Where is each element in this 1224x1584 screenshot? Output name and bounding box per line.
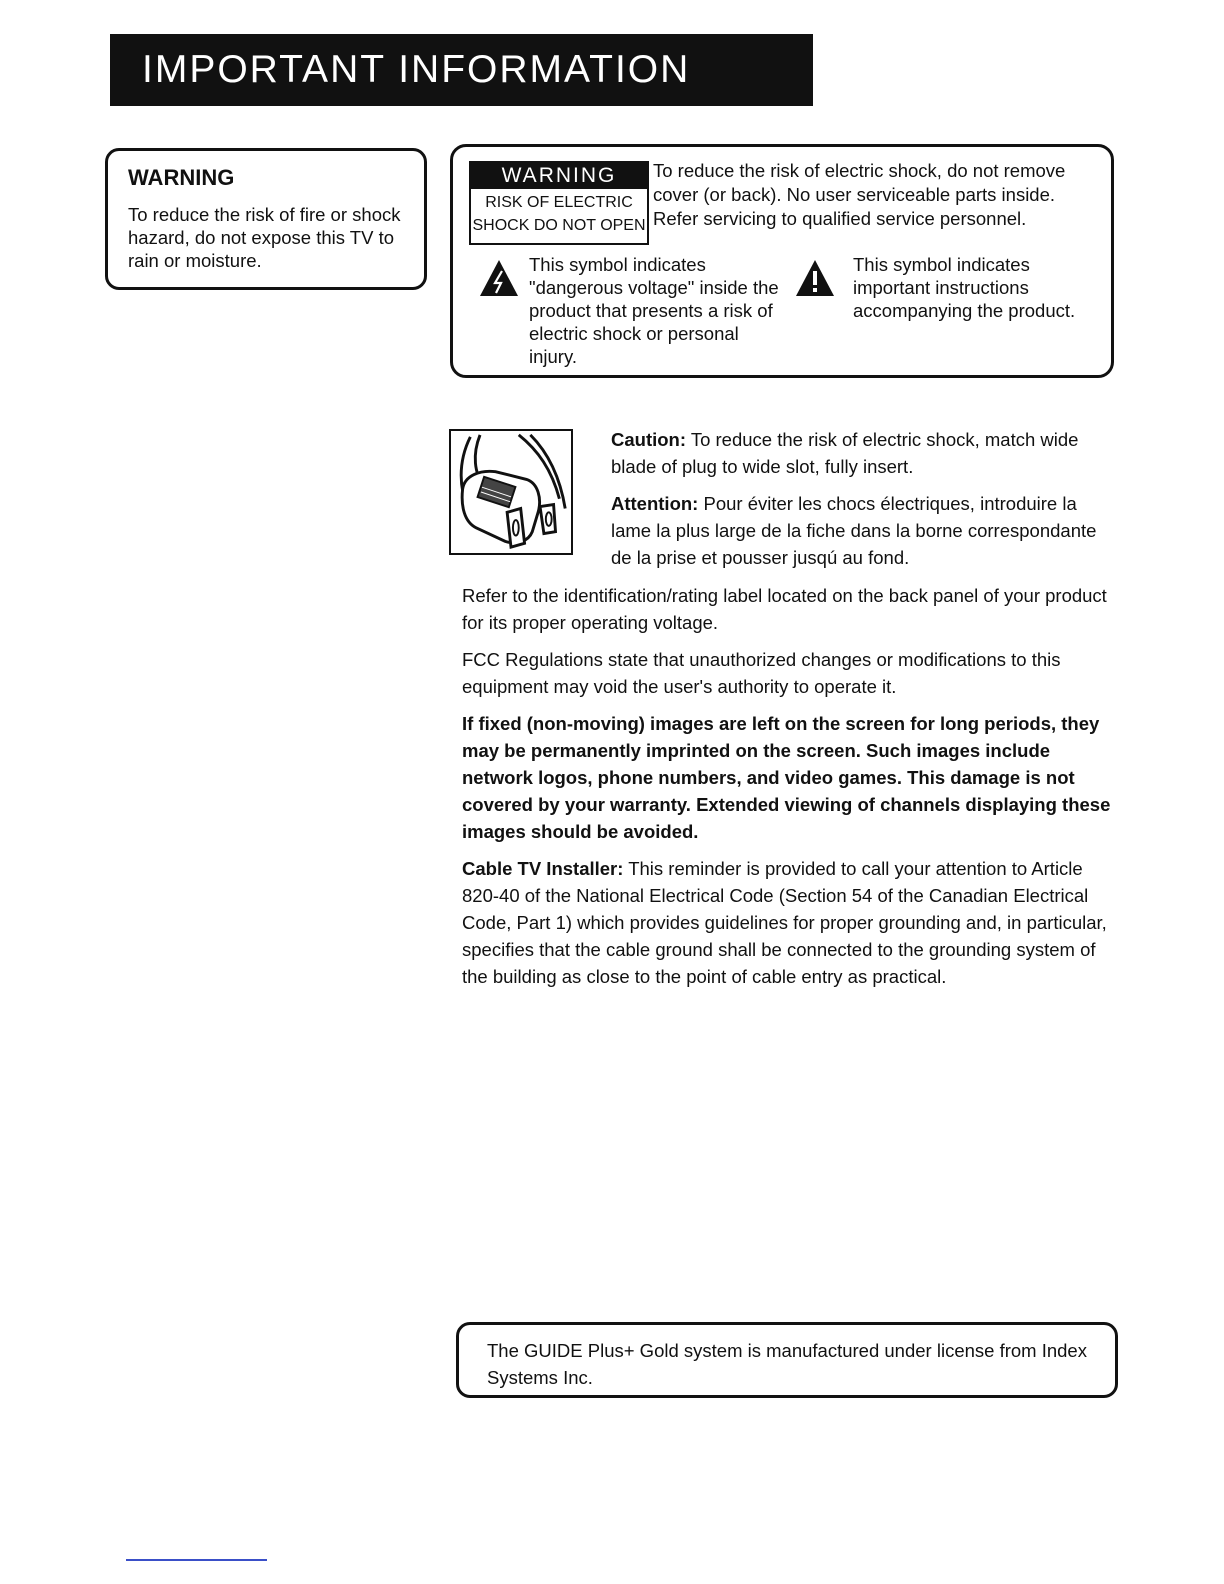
attention-text: Pour éviter les chocs électriques, introduire la lame la plus large de la fiche dans la borne correspondante de la prise et pousser jusqú au fond. [611,493,1097,568]
cable-installer-label: Cable TV Installer: [462,858,624,879]
license-box [456,1322,1118,1398]
caution-paragraph [611,426,1121,480]
fire-warning-title: WARNING [128,165,235,190]
bottom-divider [126,1559,267,1561]
attention-paragraph [611,490,1121,571]
shock-warning-text: To reduce the risk of electric shock, do not remove cover (or back). No user serviceable parts inside. Refer servicing to qualified service personnel. [653,160,1066,229]
voltage-symbol-text: This symbol indicates "dangerous voltage" inside the product that presents a risk of electric shock or personal injury. [529,254,779,367]
caution-block [611,426,1121,581]
warning-label-line1: RISK OF ELECTRIC [485,194,633,211]
license-text: The GUIDE Plus+ Gold system is manufactured under license from Index Systems Inc. [487,1340,1087,1388]
fire-warning-box [105,148,427,290]
cable-installer-text: This reminder is provided to call your attention to Article 820-40 of the National Electrical Code (Section 54 of the Canadian Electrical Code, Part 1) which provides guidelines for proper grounding and, in particular, specifies that the cable ground shall be connected to the grounding system of the building as close to the point of cable entry as practical. [462,858,1107,987]
warning-label-line2: SHOCK DO NOT OPEN [472,217,646,234]
shock-warning-box [450,144,1114,378]
polarized-plug-icon [449,429,573,555]
exclamation-triangle-icon [795,259,835,297]
warning-label-title: WARNING [471,163,647,189]
instructions-symbol-text: This symbol indicates important instructions accompanying the product. [853,254,1076,321]
caution-text: To reduce the risk of electric shock, match wide blade of plug to wide slot, fully insert. [611,429,1079,477]
caution-label: Caution: [611,429,687,450]
attention-label: Attention: [611,493,699,514]
rating-label-paragraph: Refer to the identification/rating label located on the back panel of your product for its proper operating voltage. [462,585,1107,633]
lightning-triangle-icon [479,259,519,297]
cable-installer-paragraph [462,855,1122,990]
warning-label [469,161,649,245]
fcc-paragraph: FCC Regulations state that unauthorized changes or modifications to this equipment may void the user's authority to operate it. [462,649,1061,697]
page-title: IMPORTANT INFORMATION [110,34,813,106]
image-retention-warning: If fixed (non-moving) images are left on the screen for long periods, they may be permanently imprinted on the screen. Such images include network logos, phone numbers, and video games. This damage is not covered by your warranty. Extended viewing of channels displaying these images should be avoided. [462,713,1111,842]
main-text [462,582,1122,1000]
fire-warning-text: To reduce the risk of fire or shock hazard, do not expose this TV to rain or moisture. [128,204,401,271]
